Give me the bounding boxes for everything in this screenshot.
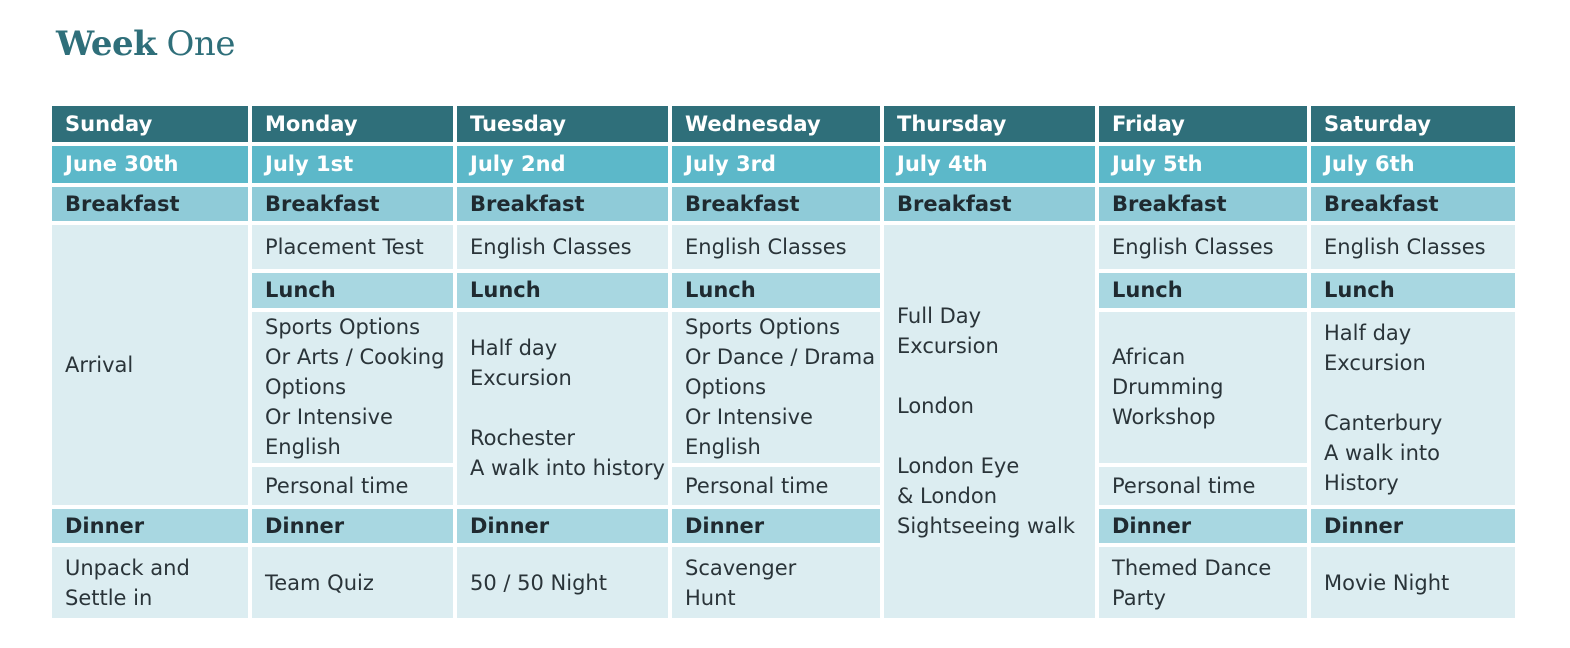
day-header-friday: Friday — [1099, 106, 1307, 142]
dinner-sunday: Dinner — [52, 509, 248, 543]
day-header-wednesday: Wednesday — [672, 106, 880, 142]
date-row — [52, 146, 1515, 182]
wednesday-evening — [672, 547, 880, 618]
date-tuesday: July 2nd — [457, 146, 668, 182]
activity-line: Or Dance / Drama — [685, 345, 876, 370]
friday-personal-time: Personal time — [1099, 467, 1307, 505]
activity-line: A walk into History — [1324, 441, 1440, 496]
title-bold: Week — [56, 24, 157, 64]
lunch-row — [52, 273, 1515, 307]
tuesday-morning: English Classes — [457, 225, 668, 269]
date-thursday: July 4th — [884, 146, 1095, 182]
thursday-line: London Eye — [897, 454, 1020, 479]
day-header-thursday: Thursday — [884, 106, 1095, 142]
breakfast-monday: Breakfast — [252, 187, 453, 221]
activity-line: Or Intensive English — [685, 405, 813, 460]
date-friday: July 5th — [1099, 146, 1307, 182]
breakfast-sunday: Breakfast — [52, 187, 248, 221]
lunch-wednesday: Lunch — [672, 273, 880, 307]
sunday-arrival: Arrival — [52, 225, 248, 505]
day-header-sunday: Sunday — [52, 106, 248, 142]
thursday-line: Excursion — [897, 334, 999, 359]
activity-line: Hunt — [685, 585, 736, 610]
breakfast-row — [52, 187, 1515, 221]
dinner-wednesday: Dinner — [672, 509, 880, 543]
day-header-monday: Monday — [252, 106, 453, 142]
wednesday-morning: English Classes — [672, 225, 880, 269]
activity-line: Half day — [470, 336, 558, 361]
dinner-monday: Dinner — [252, 509, 453, 543]
breakfast-friday: Breakfast — [1099, 187, 1307, 221]
date-saturday: July 6th — [1311, 146, 1515, 182]
activity-line: Excursion — [1324, 351, 1426, 376]
breakfast-saturday: Breakfast — [1311, 187, 1515, 221]
friday-morning: English Classes — [1099, 225, 1307, 269]
day-header-saturday: Saturday — [1311, 106, 1515, 142]
afternoon-row — [52, 312, 1515, 463]
lunch-tuesday: Lunch — [457, 273, 668, 307]
activity-line: Excursion — [470, 366, 572, 391]
title-rest: One — [166, 24, 235, 64]
thursday-line: & London — [897, 484, 998, 509]
dinner-row — [52, 509, 1515, 543]
activity-line: Rochester — [470, 426, 575, 451]
thursday-excursion — [884, 225, 1095, 618]
activity-line: Half day — [1324, 321, 1412, 346]
weekly-schedule-table — [48, 102, 1519, 622]
lunch-friday: Lunch — [1099, 273, 1307, 307]
activity-line: Or Arts / Cooking — [265, 345, 445, 370]
breakfast-tuesday: Breakfast — [457, 187, 668, 221]
thursday-line: Full Day — [897, 304, 982, 329]
wednesday-personal-time: Personal time — [672, 467, 880, 505]
thursday-line: Sightseeing walk — [897, 514, 1076, 539]
activity-line: A walk into history — [470, 456, 665, 481]
saturday-evening: Movie Night — [1311, 547, 1515, 618]
dinner-tuesday: Dinner — [457, 509, 668, 543]
day-header-tuesday: Tuesday — [457, 106, 668, 142]
activity-line: Or Intensive English — [265, 405, 393, 460]
date-sunday: June 30th — [52, 146, 248, 182]
lunch-saturday: Lunch — [1311, 273, 1515, 307]
monday-personal-time: Personal time — [252, 467, 453, 505]
dinner-friday: Dinner — [1099, 509, 1307, 543]
thursday-line: London — [897, 394, 974, 419]
saturday-morning: English Classes — [1311, 225, 1515, 269]
breakfast-thursday: Breakfast — [884, 187, 1095, 221]
activity-line: Options — [685, 375, 767, 400]
personal-time-row — [52, 467, 1515, 505]
wednesday-afternoon — [672, 312, 880, 463]
activity-line: Scavenger — [685, 555, 797, 580]
date-monday: July 1st — [252, 146, 453, 182]
lunch-monday: Lunch — [252, 273, 453, 307]
activity-line: Unpack and — [65, 555, 190, 580]
page-title — [56, 24, 235, 64]
morning-row — [52, 225, 1515, 269]
date-wednesday: July 3rd — [672, 146, 880, 182]
monday-evening: Team Quiz — [252, 547, 453, 618]
activity-line: African — [1112, 345, 1186, 370]
monday-afternoon — [252, 312, 453, 463]
day-header-row — [52, 106, 1515, 142]
activity-line: Themed Dance — [1112, 555, 1272, 580]
friday-afternoon — [1099, 312, 1307, 463]
activity-line: Options — [265, 375, 347, 400]
sunday-evening — [52, 547, 248, 618]
breakfast-wednesday: Breakfast — [672, 187, 880, 221]
evening-row — [52, 547, 1515, 618]
friday-evening — [1099, 547, 1307, 618]
activity-line: Settle in — [65, 585, 153, 610]
activity-line: Party — [1112, 585, 1166, 610]
activity-line: Canterbury — [1324, 411, 1443, 436]
activity-line: Sports Options — [265, 315, 421, 340]
monday-morning: Placement Test — [252, 225, 453, 269]
tuesday-evening: 50 / 50 Night — [457, 547, 668, 618]
activity-line: Drumming — [1112, 375, 1224, 400]
activity-line: Sports Options — [685, 315, 841, 340]
dinner-saturday: Dinner — [1311, 509, 1515, 543]
saturday-afternoon — [1311, 312, 1515, 506]
tuesday-afternoon — [457, 312, 668, 506]
activity-line: Workshop — [1112, 405, 1216, 430]
